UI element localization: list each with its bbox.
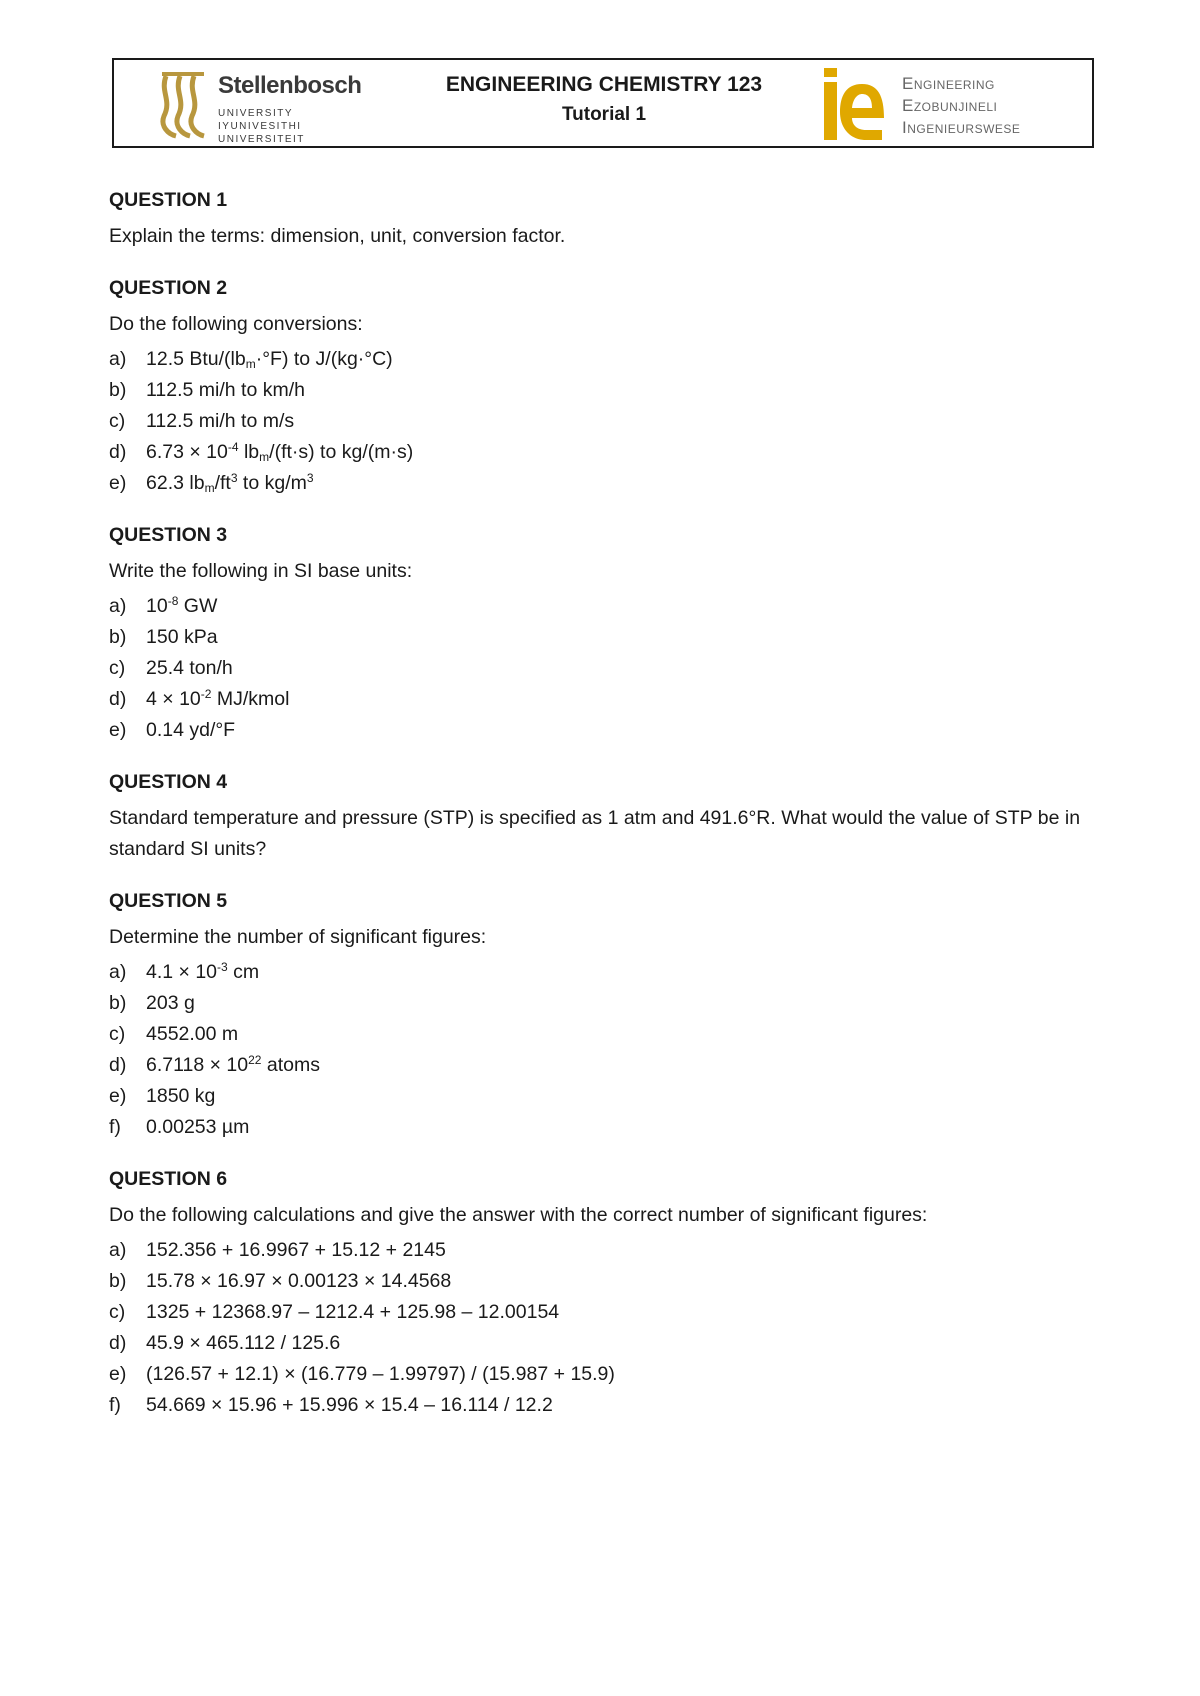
item-label: a): [109, 348, 127, 370]
item-text: 150 kPa: [146, 626, 218, 648]
item-label: c): [109, 1301, 126, 1323]
list-item: [109, 1019, 1099, 1050]
item-label: e): [109, 472, 127, 494]
item-label: e): [109, 1363, 127, 1385]
question-text: Write the following in SI base units:: [109, 560, 413, 582]
question-title: QUESTION 1: [109, 189, 228, 211]
item-label: c): [109, 657, 126, 679]
faculty-line-2: Ezobunjineli: [902, 96, 998, 115]
list-item: [109, 1266, 1099, 1297]
list-item: [109, 1235, 1099, 1266]
faculty-line-1: Engineering: [902, 74, 995, 93]
item-text: 12.5 Btu/$(lb_m\cdot^\circ F)$ to J/(kg·°C): [146, 348, 393, 371]
item-text: (126.57 + 12.1) × (16.779 – 1.99797) / (15.987 + 15.9): [146, 1363, 615, 1385]
list-item: [109, 622, 1099, 653]
list-item: [109, 1297, 1099, 1328]
item-text: $4 \times 10^{-2}$ MJ/kmol: [146, 687, 290, 710]
item-text: 112.5 mi/h to m/s: [146, 410, 295, 432]
question-title: QUESTION 6: [109, 1168, 228, 1190]
item-text: 25.4 ton/h: [146, 657, 233, 679]
item-text: 1850 kg: [146, 1085, 216, 1107]
question-title: QUESTION 4: [109, 771, 228, 793]
faculty-line-3: Ingenieurswese: [902, 118, 1021, 137]
stellenbosch-crest-icon: [158, 70, 208, 140]
page-subtitle: Tutorial 1: [561, 104, 647, 125]
question-title: QUESTION 2: [109, 277, 228, 299]
list-item: [109, 1050, 1099, 1081]
item-label: f): [109, 1394, 121, 1416]
item-text: 45.9 × 465.112 / 125.6: [146, 1332, 341, 1354]
item-text: 62.3 $lb_m/ft^3$ to $kg/m^3$: [146, 471, 314, 495]
question-text: Explain the terms: dimension, unit, conversion factor.: [109, 225, 566, 247]
question-text: Do the following conversions:: [109, 313, 363, 335]
item-text: 0.00253 µm: [146, 1116, 250, 1138]
item-label: b): [109, 626, 127, 648]
item-label: d): [109, 688, 127, 710]
item-text: 203 g: [146, 992, 195, 1014]
item-text: 152.356 + 16.9967 + 15.12 + 2145: [146, 1239, 446, 1261]
question-text: Standard temperature and pressure (STP) is specified as 1 atm and 491.6°R. What would the value of STP be in standard SI units?: [109, 807, 1081, 860]
item-label: b): [109, 1270, 127, 1292]
list-item: [109, 468, 1099, 499]
list-item: [109, 591, 1099, 622]
item-label: c): [109, 410, 126, 432]
item-label: a): [109, 961, 127, 983]
item-text: $6.7118 \times 10^{22}$ atoms: [146, 1053, 320, 1076]
question-1: [109, 186, 1099, 252]
question-items: [109, 957, 1099, 1143]
ie-logo-icon: [822, 66, 888, 142]
list-item: [109, 988, 1099, 1019]
list-item: [109, 1112, 1099, 1143]
item-text: 4552.00 m: [146, 1023, 239, 1045]
list-item: [109, 344, 1099, 375]
list-item: [109, 1359, 1099, 1390]
list-item: [109, 375, 1099, 406]
header-title-block: [414, 70, 794, 130]
item-label: e): [109, 719, 127, 741]
list-item: [109, 1328, 1099, 1359]
question-text: Determine the number of significant figures:: [109, 926, 487, 948]
question-items: [109, 591, 1099, 746]
question-list: [109, 186, 1099, 1443]
question-items: [109, 344, 1099, 499]
item-label: b): [109, 379, 127, 401]
list-item: [109, 653, 1099, 684]
item-text: $10^{-8}$ GW: [146, 594, 218, 617]
stellenbosch-name: Stellenbosch: [218, 72, 362, 99]
list-item: [109, 1081, 1099, 1112]
item-label: e): [109, 1085, 127, 1107]
item-text: 0.14 yd/°F: [146, 719, 236, 741]
stellenbosch-line-2: IYUNIVESITHI: [218, 121, 302, 132]
list-item: [109, 684, 1099, 715]
list-item: [109, 715, 1099, 746]
list-item: [109, 406, 1099, 437]
engineering-faculty-logo: [822, 66, 1062, 142]
item-label: a): [109, 595, 127, 617]
item-text: 1325 + 12368.97 – 1212.4 + 125.98 – 12.00154: [146, 1301, 560, 1323]
list-item: [109, 437, 1099, 468]
question-5: [109, 887, 1099, 1143]
list-item: [109, 957, 1099, 988]
document-header: [112, 58, 1094, 148]
page-title: ENGINEERING CHEMISTRY 123: [445, 73, 763, 96]
item-text: 54.669 × 15.96 + 15.996 × 15.4 – 16.114 / 12.2: [146, 1394, 553, 1416]
item-text: $6.73 \times 10^{-4}$ $lb_m/(ft\cdot s)$ to kg/(m·s): [146, 440, 414, 464]
question-2: [109, 274, 1099, 499]
item-text: $4.1 \times 10^{-3}$ cm: [146, 960, 260, 983]
question-title: QUESTION 3: [109, 524, 228, 546]
question-items: [109, 1235, 1099, 1421]
stellenbosch-line-3: UNIVERSITEIT: [218, 134, 305, 145]
item-label: b): [109, 992, 127, 1014]
question-text: Do the following calculations and give the answer with the correct number of significant figures:: [109, 1204, 928, 1226]
item-label: d): [109, 1054, 127, 1076]
stellenbosch-line-1: UNIVERSITY: [218, 108, 294, 119]
item-label: d): [109, 441, 127, 463]
list-item: [109, 1390, 1099, 1421]
question-4: [109, 768, 1099, 865]
item-text: 15.78 × 16.97 × 0.00123 × 14.4568: [146, 1270, 452, 1292]
item-text: 112.5 mi/h to km/h: [146, 379, 305, 401]
question-title: QUESTION 5: [109, 890, 228, 912]
question-6: [109, 1165, 1099, 1421]
question-3: [109, 521, 1099, 746]
item-label: a): [109, 1239, 127, 1261]
stellenbosch-logo: [158, 70, 362, 145]
item-label: d): [109, 1332, 127, 1354]
item-label: f): [109, 1116, 121, 1138]
item-label: c): [109, 1023, 126, 1045]
